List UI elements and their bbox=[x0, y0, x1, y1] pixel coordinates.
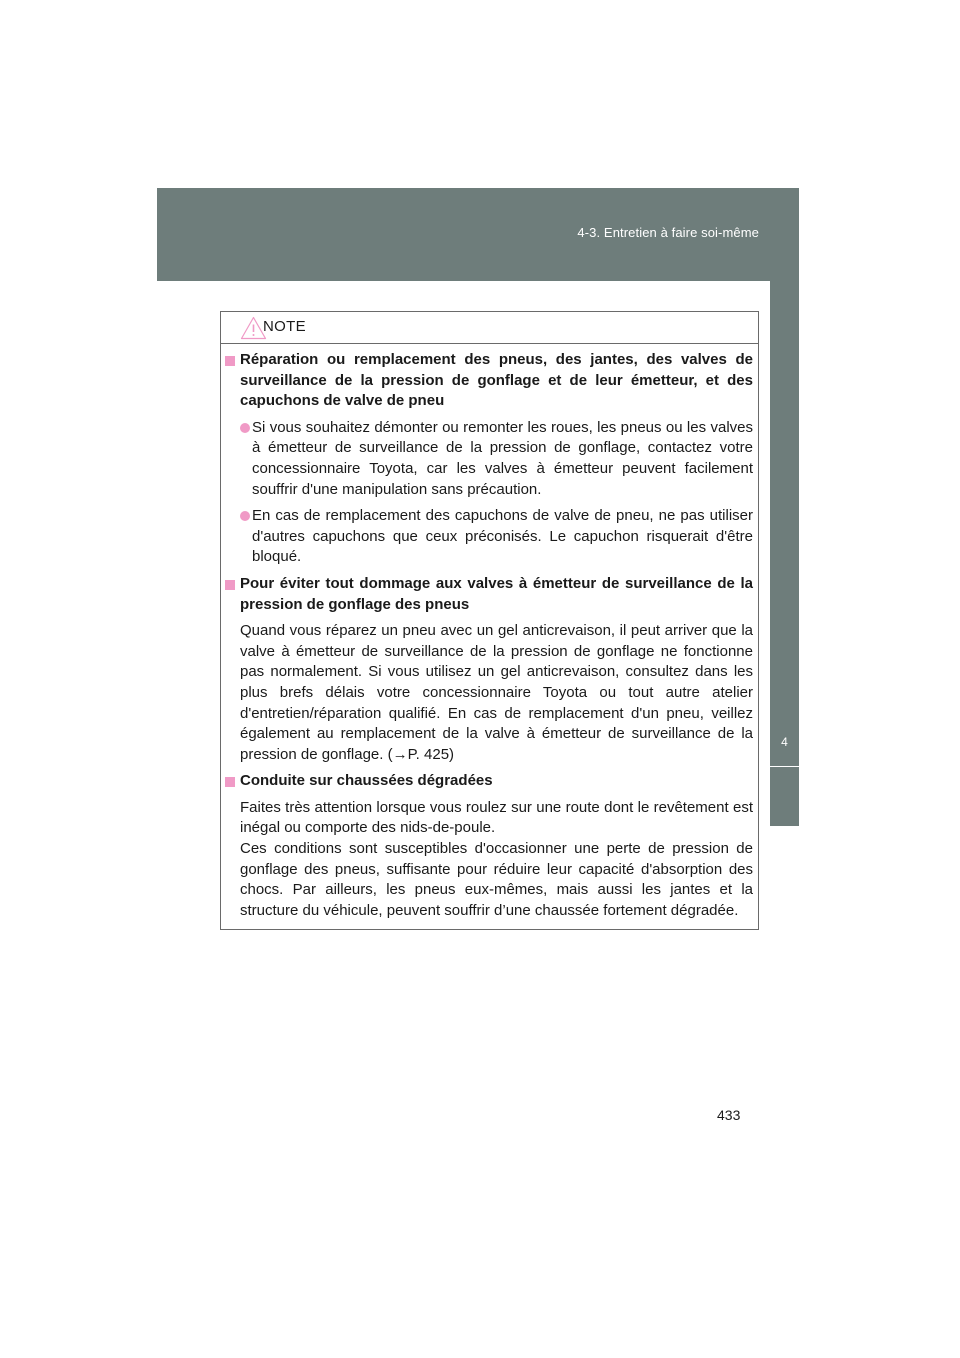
section-heading: 4-3. Entretien à faire soi-même bbox=[577, 225, 759, 240]
page-number: 433 bbox=[717, 1107, 741, 1123]
list-item-text: En cas de remplacement des capuchons de valve de pneu, ne pas utiliser d'autres capuchons que ceux préconisés. Le capuchon risquerait d'être bloqué. bbox=[252, 507, 753, 566]
note-section-repair bbox=[221, 350, 758, 568]
note-title: NOTE bbox=[263, 318, 306, 335]
chapter-number: 4 bbox=[781, 735, 788, 749]
chapter-tab bbox=[770, 281, 799, 1085]
circle-bullet-icon bbox=[240, 423, 250, 433]
list-item-text: Si vous souhaitez démonter ou remonter les roues, les pneus ou les valves à émetteur de surveillance de la pression de gonflage, contactez votre concessionnaire Toyota, car les valves à émetteur peuvent facilement souffrir d'une manipulation sans précaution. bbox=[252, 418, 753, 498]
square-bullet-icon bbox=[225, 580, 235, 590]
circle-bullet-icon bbox=[240, 511, 250, 521]
list-item bbox=[240, 418, 753, 500]
section-title: Pour éviter tout dommage aux valves à émetteur de surveillance de la pression de gonflage des pneus bbox=[240, 574, 753, 613]
note-content bbox=[221, 350, 758, 924]
header-band bbox=[157, 188, 799, 281]
note-section-roads bbox=[221, 771, 758, 921]
note-section-damage bbox=[221, 574, 758, 765]
section-paragraph: Faites très attention lorsque vous roulez sur une route dont le revêtement est inégal ou comporte des nids-de-poule. bbox=[240, 798, 753, 837]
note-box bbox=[220, 311, 759, 930]
section-paragraph: Ces conditions sont susceptibles d'occasionner une perte de pression de gonflage des pneus, suffisante pour réduire leur capacité d'absorption des chocs. Par ailleurs, les pneus eux-mêmes, mais aussi les jantes et la structure du véhicule, peuvent souffrir d’une chaussée fortement dégradée. bbox=[240, 840, 753, 919]
section-paragraph: Quand vous réparez un pneu avec un gel anticrevaison, il peut arriver que la valve à émetteur de surveillance de la pression de gonflage ne fonctionne pas normalement. Si vous utilisez un gel anticrevaison, consultez dans les plus brefs délais votre concessionnaire Toyota ou tout autre atelier d'entretien/réparation qualifié. En cas de remplacement d'un pneu, veillez également au remplacement de la valve à émetteur de surveillance de la pression de gonflage. (→P. 425) bbox=[240, 622, 753, 763]
list-item bbox=[240, 506, 753, 568]
note-header bbox=[221, 312, 758, 344]
square-bullet-icon bbox=[225, 777, 235, 787]
chapter-label: Entretien et soin bbox=[777, 993, 791, 1085]
chapter-tab-divider bbox=[770, 766, 799, 767]
square-bullet-icon bbox=[225, 356, 235, 366]
section-title: Réparation ou remplacement des pneus, des jantes, des valves de surveillance de la pression de gonflage et de leur émetteur, et des capuchons de valve de pneu bbox=[240, 351, 753, 410]
section-title: Conduite sur chaussées dégradées bbox=[240, 772, 493, 790]
